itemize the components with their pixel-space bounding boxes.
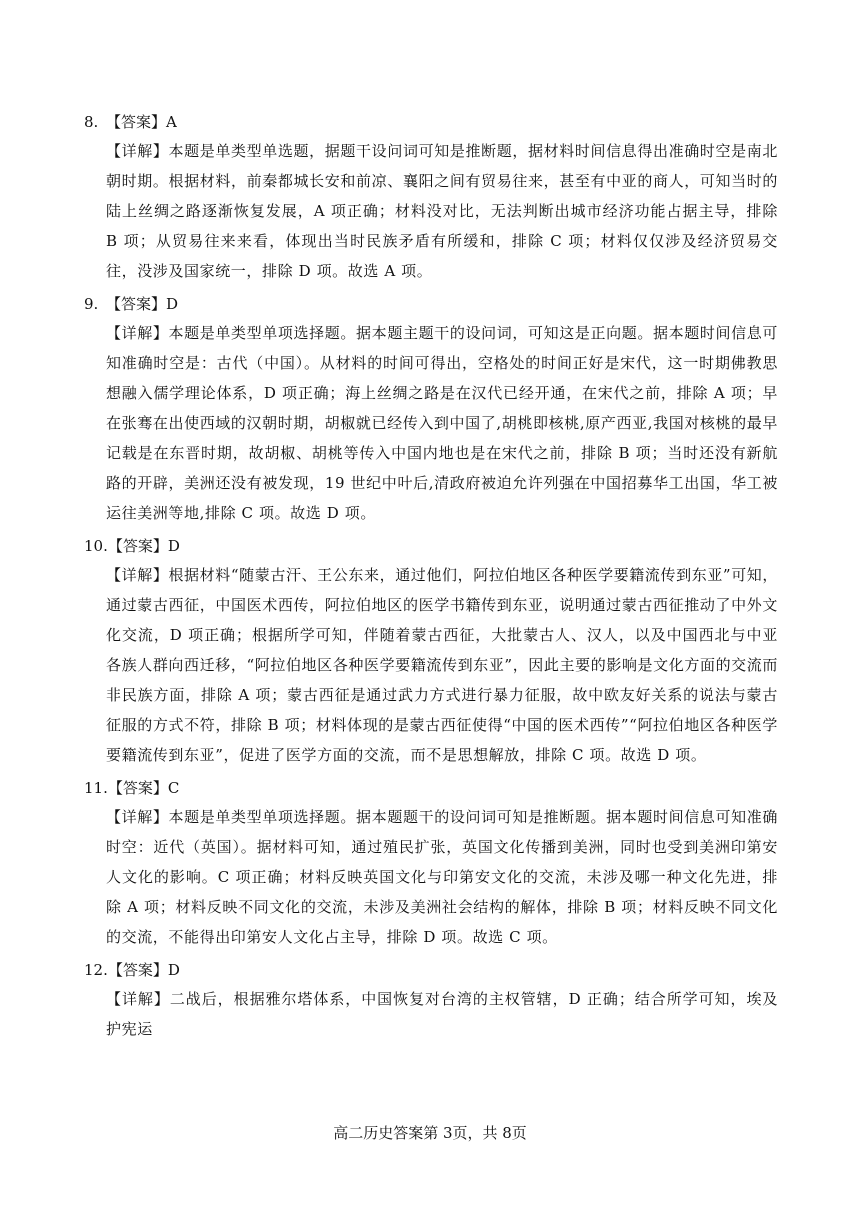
detail-text: 本题是单类型单项选择题。据本题题干的设问词可知是推断题。据本题时间信息可知准确时空：近代（英国）。据材料可知，通过殖民扩张，英国文化传播到美洲，同时也受到美洲印第安人文化的影响。C 项正确；材料反映英国文化与印第安文化的交流，未涉及哪一种文化先进，排除 A 项；材料反映不同文化的交流，未涉及美洲社会结构的解体，排除 B 项；材料反映不同文化的交流，不能得出印第安人文化占主导，排除 D 项。故选 C 项。 xyxy=(106,808,778,946)
question-number: 10. xyxy=(84,537,108,555)
detail-label: 【详解】 xyxy=(106,142,169,160)
detail-paragraph xyxy=(84,802,778,952)
question-number: 8. xyxy=(84,113,99,131)
detail-label: 【详解】 xyxy=(106,566,169,584)
answer-line xyxy=(84,290,778,318)
detail-text: 本题是单类型单项选择题。据本题主题干的设问词，可知这是正向题。据本题时间信息可知准确时空是：古代（中国）。从材料的时间可得出，空格处的时间正好是宋代，这一时期佛教思想融入儒学理论体系，D 项正确；海上丝绸之路是在汉代已经开通，在宋代之前，排除 A 项；早在张骞在出使西域的汉朝时期，胡椒就已经传入到中国了,胡桃即核桃,原产西亚,我国对核桃的最早记载是在东晋时期，故胡椒、胡桃等传入中国内地也是在宋代之前，排除 B 项；当时还没有新航路的开辟，美洲还没有被发现，19 世纪中叶后,清政府被迫允许列强在中国招募华工出国，华工被运往美洲等地,排除 C 项。故选 D 项。 xyxy=(106,324,778,522)
answer-label: 【答案】C xyxy=(107,779,180,797)
question-8 xyxy=(84,108,778,286)
question-number: 11. xyxy=(84,779,108,797)
answer-line xyxy=(84,532,778,560)
question-11 xyxy=(84,774,778,952)
answer-label: 【答案】A xyxy=(106,113,177,131)
detail-label: 【详解】 xyxy=(106,324,169,342)
detail-paragraph xyxy=(84,318,778,528)
question-12 xyxy=(84,956,778,1044)
answer-label: 【答案】D xyxy=(107,537,180,555)
answer-label: 【答案】D xyxy=(106,295,179,313)
detail-paragraph xyxy=(84,560,778,770)
detail-paragraph xyxy=(84,136,778,286)
question-number: 9. xyxy=(84,295,99,313)
answer-label: 【答案】D xyxy=(107,961,180,979)
detail-paragraph xyxy=(84,984,778,1044)
detail-text: 根据材料“随蒙古汗、王公东来，通过他们，阿拉伯地区各种医学要籍流传到东亚”可知，通过蒙古西征，中国医术西传，阿拉伯地区的医学书籍传到东亚，说明通过蒙古西征推动了中外文化交流，D 项正确；根据所学可知，伴随着蒙古西征，大批蒙古人、汉人，以及中国西北与中亚各族人群向西迁移，“阿拉伯地区各种医学要籍流传到东亚”，因此主要的影响是文化方面的交流而非民族方面，排除 A 项；蒙古西征是通过武力方式进行暴力征服，故中欧友好关系的说法与蒙古征服的方式不符，排除 B 项；材料体现的是蒙古西征使得“中国的医术西传”“阿拉伯地区各种医学要籍流传到东亚”，促进了医学方面的交流，而不是思想解放，排除 C 项。故选 D 项。 xyxy=(106,566,779,764)
answer-line xyxy=(84,956,778,984)
detail-text: 二战后，根据雅尔塔体系，中国恢复对台湾的主权管辖，D 正确；结合所学可知，埃及护宪运 xyxy=(106,990,778,1038)
answer-line xyxy=(84,774,778,802)
detail-text: 本题是单类型单选题，据题干设问词可知是推断题，据材料时间信息得出准确时空是南北朝时期。根据材料，前秦都城长安和前凉、襄阳之间有贸易往来，甚至有中亚的商人，可知当时的陆上丝绸之路逐渐恢复发展，A 项正确；材料没对比，无法判断出城市经济功能占据主导，排除 B 项；从贸易往来来看，体现出当时民族矛盾有所缓和，排除 C 项；材料仅仅涉及经济贸易交往，没涉及国家统一，排除 D 项。故选 A 项。 xyxy=(106,142,778,280)
detail-label: 【详解】 xyxy=(106,808,169,826)
question-9 xyxy=(84,290,778,528)
answer-content xyxy=(84,108,778,1048)
question-number: 12. xyxy=(84,961,108,979)
answer-line xyxy=(84,108,778,136)
page-footer: 高二历史答案第 3页，共 8页 xyxy=(333,1124,527,1142)
question-10 xyxy=(84,532,778,770)
detail-label: 【详解】 xyxy=(106,990,170,1008)
